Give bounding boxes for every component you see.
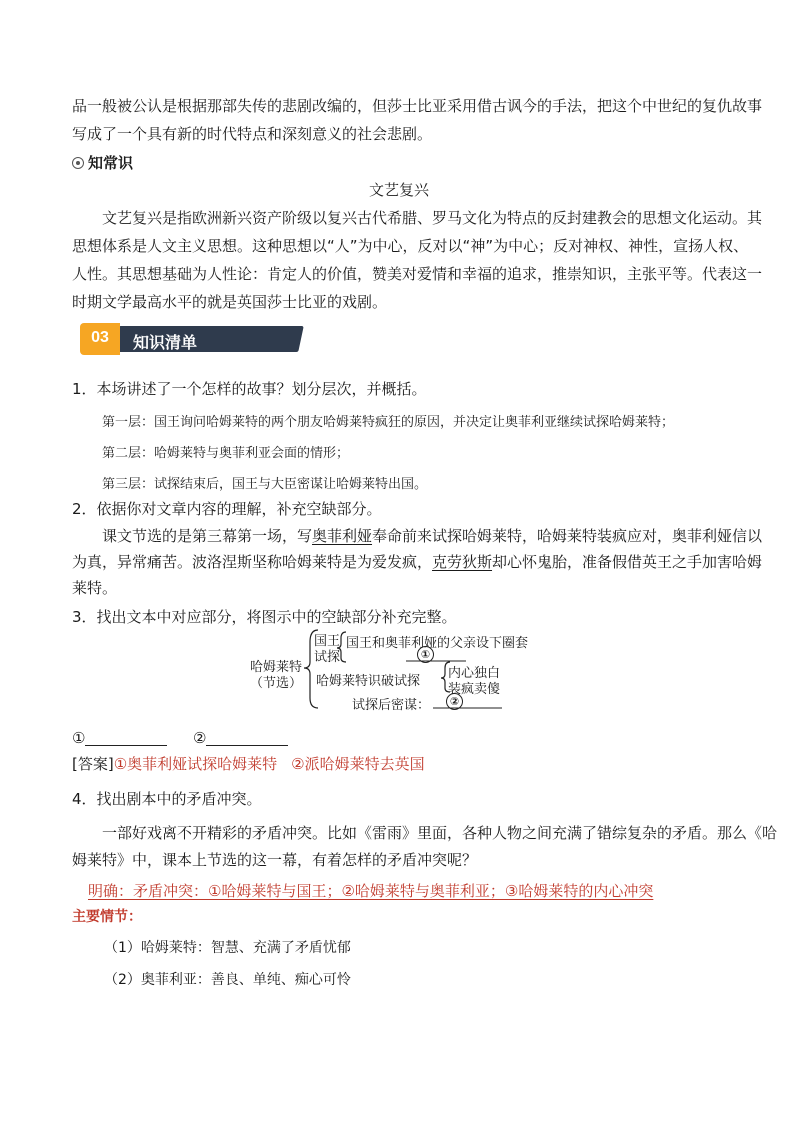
diagram-blank2 [446,693,463,710]
q2-line-1b: 奉命前来试探哈姆莱特，哈姆莱特装疯应对，奥菲利娅信以 [372,527,763,545]
answer-1: ①奥菲利娅试探哈姆莱特 [113,755,278,773]
answer-2: ②派哈姆莱特去英国 [291,755,425,773]
q1-layer-3: 第三层：试探结束后，国王与大臣密谋让哈姆莱特出国。 [102,477,428,492]
intro-line-2: 写成了一个具有新的时代特点和深刻意义的社会悲剧。 [72,125,433,143]
plot-heading: 主要情节： [72,909,142,925]
knowledge-line-2: 思想体系是人文主义思想。这种思想以“人”为中心，反对以“神”为中心；反对神权、神性，宣扬人权、 [72,237,749,255]
knowledge-line-4: 时期文学最高水平的就是英国莎士比亚的戏剧。 [72,293,388,311]
diagram-branch3: 试探后密谋： [352,698,431,713]
blank-label-2: ② [193,729,207,747]
knowledge-heading-text: 知常识 [88,154,134,172]
q3-answer [72,754,425,774]
q2-name-1: 奥菲利娅 [312,527,373,545]
blank-label-1: ① [72,729,86,747]
q1-layer-1: 第一层：国王询问哈姆莱特的两个朋友哈姆莱特疯狂的原因，并决定让奥菲利亚继续试探哈姆莱特； [102,415,675,430]
diagram-branch2: 哈姆莱特识破试探 [316,674,421,689]
q2-line-3: 莱特。 [72,579,118,597]
q1-question: 1．本场讲述了一个怎样的故事？划分层次，并概括。 [72,380,427,398]
q2-line-2a: 为真，异常痛苦。波洛涅斯坚称哈姆莱特是为爱发疯， [72,553,433,571]
answer-blank-2[interactable] [206,729,288,746]
diagram-blank1 [417,646,434,663]
answer-prefix: [答案] [72,755,114,773]
banner-number-tab [80,323,120,355]
q4-line-2: 姆莱特》中，课本上节选的这一幕，有着怎样的矛盾冲突呢？ [72,851,478,869]
q3-blanks [72,728,288,748]
diagram-branch1-detail: 国王和奥菲利娅的父亲设下圈套 [346,636,529,651]
knowledge-title: 文艺复兴 [369,181,430,199]
knowledge-heading [72,152,133,173]
intro-line-1: 品一般被公认是根据那部失传的悲剧改编的，但莎士比亚采用借古讽今的手法，把这个中世纪的复仇故事 [72,97,763,115]
q2-line-1 [102,526,762,546]
q2-name-2: 克劳狄斯 [432,553,493,571]
q4-line-1: 一部好戏离不开精彩的矛盾冲突。比如《雷雨》里面，各种人物之间充满了错综复杂的矛盾。那么《哈 [102,824,778,842]
q1-layer-2: 第二层：哈姆莱特与奥菲利亚会面的情形； [102,446,350,461]
q2-line-2 [72,552,762,572]
diagram-root: 哈姆莱特 [250,660,303,675]
q2-question: 2．依据你对文章内容的理解，补充空缺部分。 [72,500,382,518]
answer-blank-1[interactable] [85,729,167,746]
q4-question: 4．找出剧本中的矛盾冲突。 [72,790,262,808]
q3-question: 3．找出文本中对应部分，将图示中的空缺部分补充完整。 [72,608,457,626]
bullet-circle-icon [72,157,84,169]
blank1-marker: ① [417,646,434,663]
banner-label: 知识清单 [133,333,198,352]
knowledge-line-3: 人性。其思想基础为人性论：肯定人的价值，赞美对爱情和幸福的追求，推崇知识，主张平等。代表这一 [72,265,763,283]
diagram-branch1: 国王 [314,634,341,649]
diagram-branch2-a: 内心独白 [448,666,501,681]
plot-item-1: （1）哈姆莱特：智慧、充满了矛盾忧郁 [104,940,351,956]
diagram-root-sub: （节选） [250,676,303,691]
diagram-branch2-b: 装疯卖傻 [448,682,501,697]
banner-number: 03 [91,329,109,346]
knowledge-line-1: 文艺复兴是指欧洲新兴资产阶级以复兴古代希腊、罗马文化为特点的反封建教会的思想文化运动。其 [102,209,763,227]
blank2-marker: ② [446,693,463,710]
q2-line-1a: 课文节选的是第三幕第一场，写 [102,527,313,545]
section-banner [80,323,221,355]
diagram-branch1b: 试探 [314,650,341,665]
q2-line-2b: 却心怀鬼胎，准备假借英王之手加害哈姆 [492,553,763,571]
plot-item-2: （2）奥菲利亚：善良、单纯、痴心可怜 [104,972,351,988]
q4-clarify: 明确：矛盾冲突：①哈姆莱特与国王；②哈姆莱特与奥菲利亚；③哈姆莱特的内心冲突 [88,882,654,900]
structure-diagram [240,628,540,714]
